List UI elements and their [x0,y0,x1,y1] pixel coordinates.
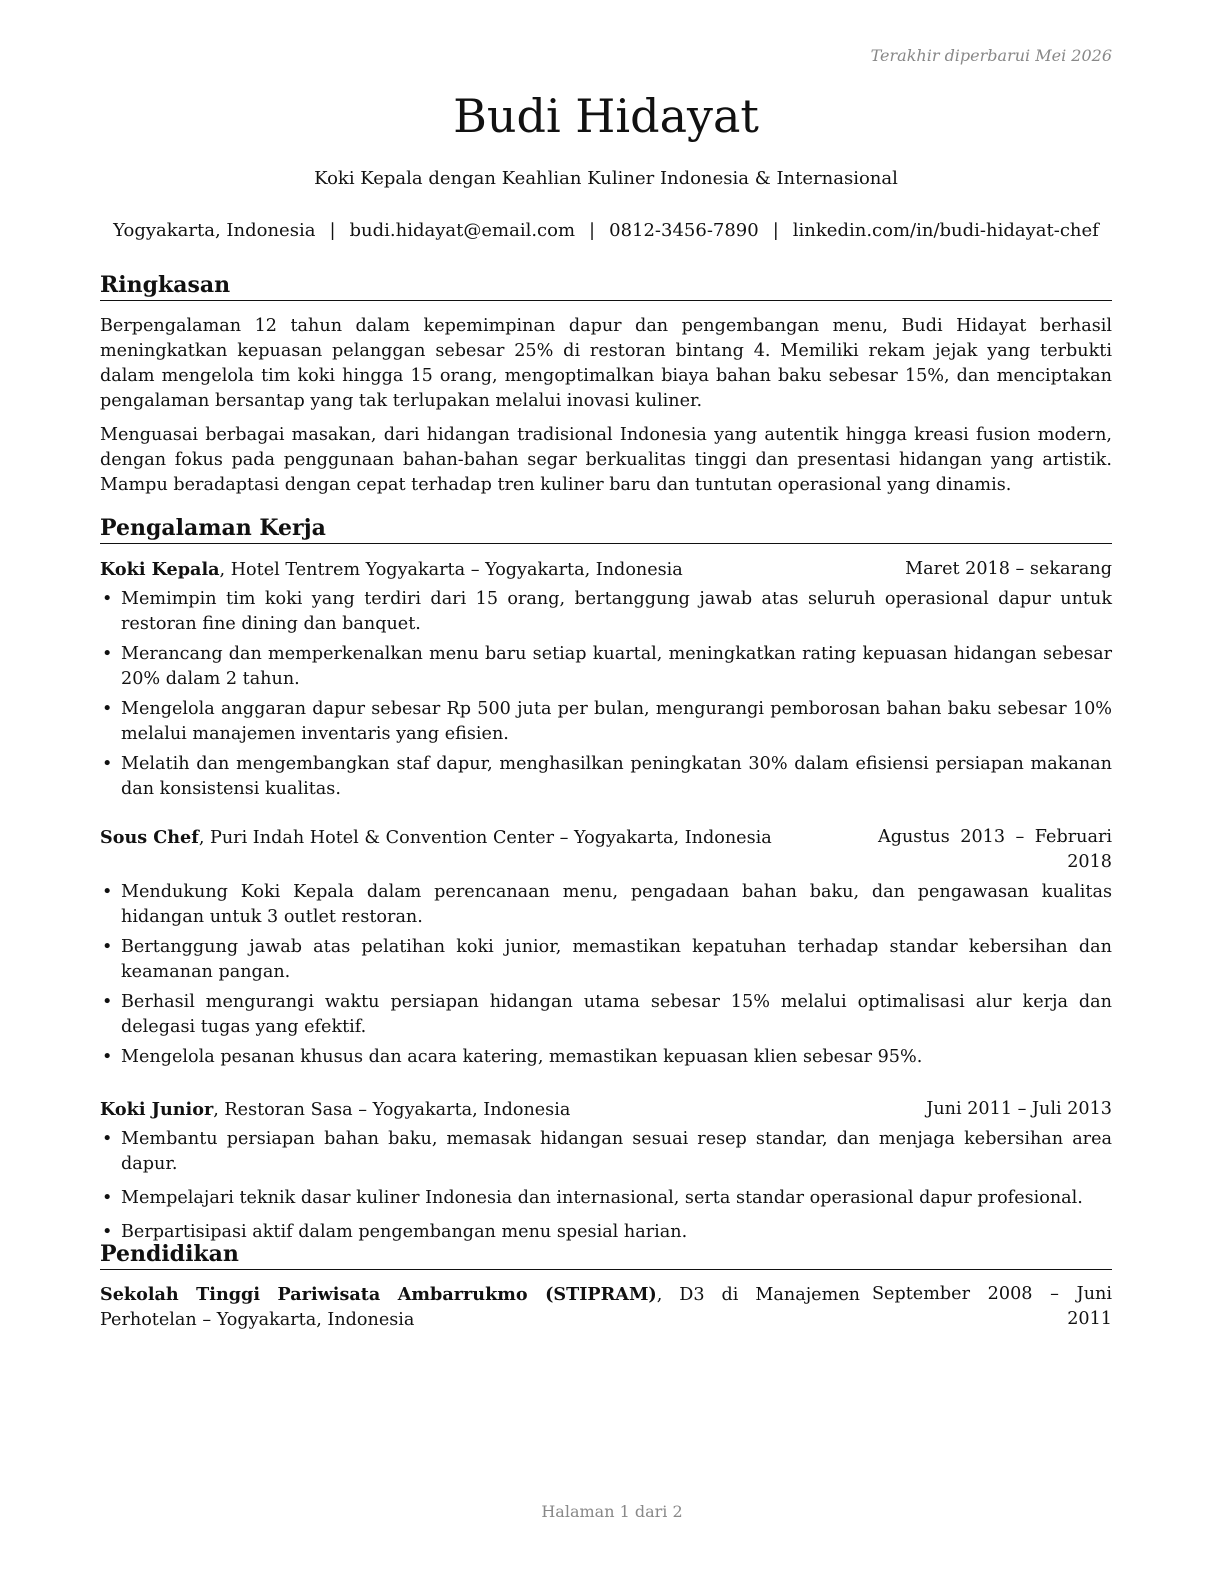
list-item: • Mendukung Koki Kepala dalam perencanaan menu, pengadaan bahan baku, dan pengawasan kualitas hidangan untuk 3 outlet restoran. [102,882,1112,927]
summary-paragraph: Menguasai berbagai masakan, dari hidangan tradisional Indonesia yang autentik hingga kreasi fusion modern, dengan fokus pada penggunaan bahan-bahan segar berkualitas tinggi dan presentasi hidangan yang artistik. Mampu beradaptasi dengan cepat terhadap tren kuliner baru dan tuntutan operasional yang dinamis. [100,425,1112,495]
contact-location: Yogyakarta, Indonesia [113,220,316,241]
candidate-name: Budi Hidayat [453,89,759,143]
list-item: • Mengelola pesanan khusus dan acara katering, memastikan kepuasan klien sebesar 95%. [102,1047,923,1067]
list-item: • Membantu persiapan bahan baku, memasak hidangan sesuai resep standar, dan menjaga kebersihan area dapur. [102,1129,1112,1174]
job-bullets [100,1127,1112,1250]
list-item: • Bertanggung jawab atas pelatihan koki junior, memastikan kepatuhan terhadap standar kebersihan dan keamanan pangan. [102,937,1112,982]
education-entry [100,1282,860,1333]
job-bullets [100,587,1112,807]
contact-separator: | [772,220,779,241]
education-detail: , D3 di Manajemen Perhotelan – Yogyakarta, Indonesia [100,1285,860,1330]
list-item: • Berpartisipasi aktif dalam pengembangan menu spesial harian. [102,1222,688,1242]
job-role: Koki Junior [100,1099,214,1120]
education-school: Sekolah Tinggi Pariwisata Ambarrukmo (STIPRAM) [100,1284,657,1305]
contact-separator: | [329,220,336,241]
job-org: , Puri Indah Hotel & Convention Center – Yogyakarta, Indonesia [198,828,772,848]
job-dates: Maret 2018 – sekarang [905,559,1112,579]
section-title-summary: Ringkasan [100,270,1112,301]
list-item: • Berhasil mengurangi waktu persiapan hidangan utama sebesar 15% melalui optimalisasi alur kerja dan delegasi tugas yang efektif. [102,992,1112,1037]
page-number: Halaman 1 dari 2 [541,1502,683,1521]
list-item: • Mengelola anggaran dapur sebesar Rp 500 juta per bulan, mengurangi pemborosan bahan baku sebesar 10% melalui manajemen inventaris yang efisien. [102,699,1112,744]
list-item: • Melatih dan mengembangkan staf dapur, menghasilkan peningkatan 30% dalam efisiensi persiapan makanan dan konsistensi kualitas. [102,754,1112,799]
job-dates: Juni 2011 – Juli 2013 [926,1099,1112,1119]
tagline: Koki Kepala dengan Keahlian Kuliner Indonesia & Internasional [314,168,898,189]
contact-phone: 0812-3456-7890 [609,220,759,241]
list-item: • Mempelajari teknik dasar kuliner Indonesia dan internasional, serta standar operasional dapur profesional. [102,1188,1083,1208]
contact-line [100,219,1112,243]
job-bullets [100,880,1112,1075]
education-dates: September 2008 – Juni 2011 [872,1284,1112,1329]
contact-linkedin[interactable]: linkedin.com/in/budi-hidayat-chef [792,220,1099,241]
summary-paragraph: Berpengalaman 12 tahun dalam kepemimpinan dapur dan pengembangan menu, Budi Hidayat berhasil meningkatkan kepuasan pelanggan sebesar 25% di restoran bintang 4. Memiliki rekam jejak yang terbukti dalam mengelola tim koki hingga 15 orang, mengoptimalkan biaya bahan baku sebesar 15%, dan menciptakan pengalaman bersantap yang tak terlupakan melalui inovasi kuliner. [100,316,1112,411]
section-title-experience: Pengalaman Kerja [100,513,1112,544]
contact-separator: | [589,220,596,241]
list-item: • Merancang dan memperkenalkan menu baru setiap kuartal, meningkatkan rating kepuasan hidangan sebesar 20% dalam 2 tahun. [102,644,1112,689]
job-org: , Restoran Sasa – Yogyakarta, Indonesia [213,1100,571,1120]
list-item: • Memimpin tim koki yang terdiri dari 15 orang, bertanggung jawab atas seluruh operasional dapur untuk restoran fine dining dan banquet. [102,589,1112,634]
job-role: Sous Chef [100,827,199,848]
job-org: , Hotel Tentrem Yogyakarta – Yogyakarta, Indonesia [219,560,683,580]
last-updated: Terakhir diperbarui Mei 2026 [870,46,1112,65]
contact-email[interactable]: budi.hidayat@email.com [349,220,576,241]
section-title-education: Pendidikan [100,1239,1112,1270]
job-dates: Agustus 2013 – Februari 2018 [878,827,1112,872]
job-role: Koki Kepala [100,559,220,580]
